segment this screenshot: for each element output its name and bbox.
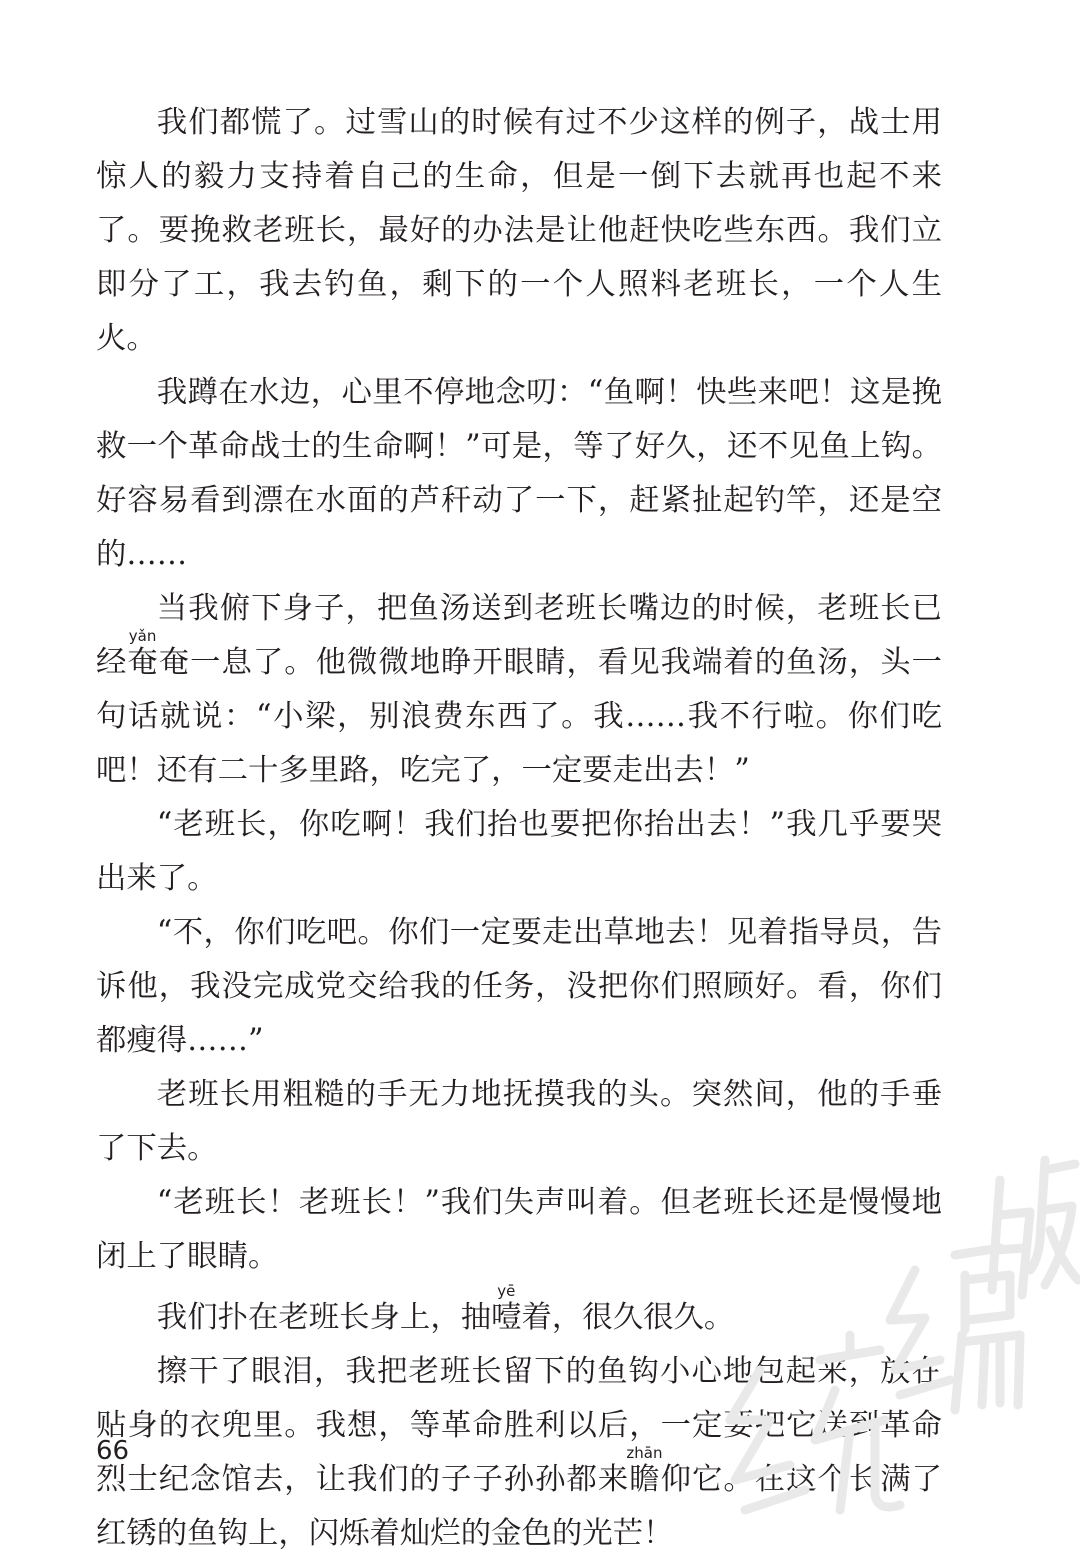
paragraph-text: “不，你们吃吧。你们一定要走出草地去！见着指导员，告诉他，我没完成党交给我的任务，没把你们照顾好。看，你们都瘦得……”: [96, 915, 942, 1058]
paragraph-text: 当我俯下身子，把鱼汤送到老班长嘴边的时候，老班长已经: [96, 591, 942, 680]
paragraph: [96, 1345, 942, 1561]
paragraph-text: 奄一息了。他微微地睁开眼睛，看见我端着的鱼汤，头一句话就说：“小梁，别浪费东西了。我……我不行啦。你们吃吧！还有二十多里路，吃完了，一定要走出去！”: [96, 645, 942, 788]
paragraph-text: 我们都慌了。过雪山的时候有过不少这样的例子，战士用惊人的毅力支持着自己的生命，但是一倒下去就再也起不来了。要挽救老班长，最好的办法是让他赶快吃些东西。我们立即分了工，我去钓鱼，剩下的一个人照料老班长，一个人生火。: [96, 105, 942, 356]
annotated-character: 瞻: [626, 1462, 663, 1497]
paragraph: [96, 1284, 942, 1345]
annotated-character: 奄: [127, 645, 159, 680]
story-text: [96, 96, 942, 1561]
paragraph-text: 老班长用粗糙的手无力地抚摸我的头。突然间，他的手垂了下去。: [96, 1077, 942, 1166]
paragraph-text: 着，很久很久。: [521, 1300, 735, 1335]
pinyin-label: yǎn: [127, 627, 158, 645]
paragraph-text: “老班长，你吃啊！我们抬也要把你抬出去！”我几乎要哭出来了。: [96, 807, 942, 896]
annotated-character: 噎: [491, 1300, 522, 1335]
pinyin-label: yē: [491, 1282, 522, 1300]
paragraph: [96, 798, 942, 906]
pinyin-annotated-char: [626, 1444, 663, 1497]
paragraph-text: 我们扑在老班长身上，抽: [156, 1300, 492, 1335]
pinyin-annotated-char: [127, 627, 159, 680]
paragraph-text: 仰它。在这个长满了红锈的鱼钩上，闪烁着灿烂的金色的光芒！: [96, 1462, 942, 1551]
pinyin-annotated-char: [491, 1282, 522, 1335]
paragraph-text: 擦干了眼泪，我把老班长留下的鱼钩小心地包起来，放在贴身的衣兜里。我想，等革命胜利以后，一定要把它送到革命烈士纪念馆去，让我们的子子孙孙都来: [96, 1354, 942, 1497]
paragraph-text: 我蹲在水边，心里不停地念叨：“鱼啊！快些来吧！这是挽救一个革命战士的生命啊！”可是，等了好久，还不见鱼上钩。好容易看到漂在水面的芦秆动了一下，赶紧扯起钓竿，还是空的……: [96, 375, 942, 572]
paragraph: [96, 366, 942, 582]
paragraph: [96, 906, 942, 1068]
paragraph: [96, 1068, 942, 1176]
paragraph: [96, 96, 942, 366]
paragraph: [96, 1176, 942, 1284]
page-number: 66: [96, 1436, 130, 1466]
paragraph: [96, 582, 942, 798]
paragraph-text: “老班长！老班长！”我们失声叫着。但老班长还是慢慢地闭上了眼睛。: [96, 1185, 942, 1274]
pinyin-label: zhān: [626, 1444, 663, 1462]
